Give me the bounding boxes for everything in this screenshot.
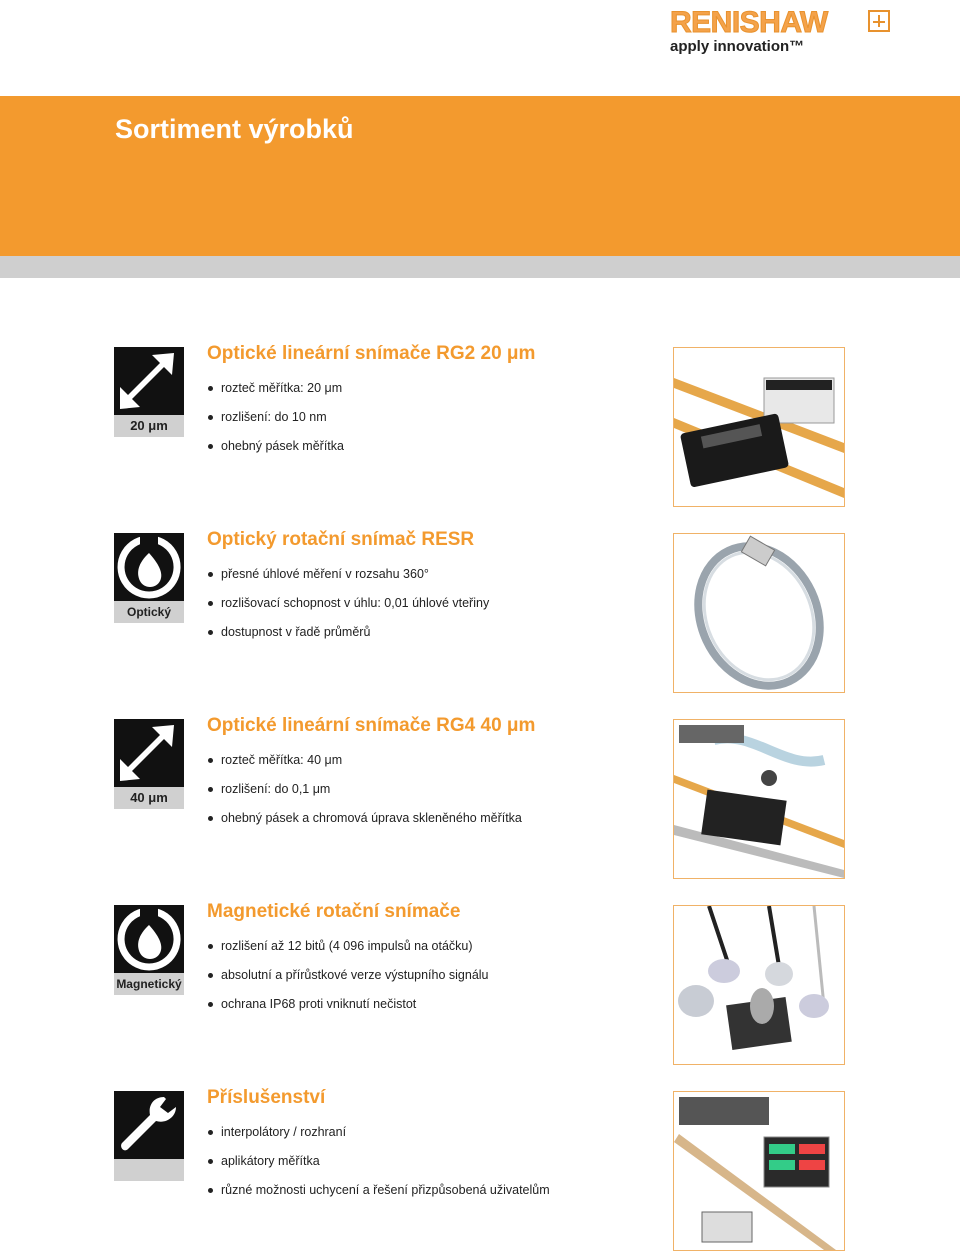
list-item: přesné úhlové měření v rozsahu 360°	[207, 567, 489, 596]
product-photo	[673, 347, 845, 507]
section-rg4	[0, 715, 960, 879]
section-magnetic	[0, 901, 960, 1065]
list-item: ohebný pásek měřítka	[207, 439, 344, 468]
list-item: ohebný pásek a chromová úprava skleněného měřítka	[207, 811, 522, 840]
feature-list	[207, 939, 489, 1026]
renishaw-logo	[670, 6, 890, 58]
logo-tagline: apply innovation™	[670, 38, 805, 55]
list-item: aplikátory měřítka	[207, 1154, 550, 1183]
list-item: interpolátory / rozhraní	[207, 1125, 550, 1154]
section-title: Optické lineární snímače RG4 40 μm	[207, 715, 536, 736]
wrench-icon	[114, 1091, 184, 1159]
category-badge	[114, 533, 184, 623]
logo-wordmark: RENISHAW	[670, 6, 828, 39]
list-item: rozlišení až 12 bitů (4 096 impulsů na otáčku)	[207, 939, 489, 968]
badge-label	[114, 1159, 184, 1181]
feature-list	[207, 567, 489, 654]
category-badge	[114, 905, 184, 995]
section-title: Optický rotační snímač RESR	[207, 529, 475, 550]
category-badge	[114, 719, 184, 809]
list-item: rozteč měřítka: 20 μm	[207, 381, 344, 410]
category-badge	[114, 347, 184, 437]
badge-label: Optický	[114, 601, 184, 623]
section-resr	[0, 529, 960, 693]
list-item: různé možnosti uchycení a řešení přizpůsobená uživatelům	[207, 1183, 550, 1212]
title-banner	[0, 96, 960, 256]
feature-list	[207, 1125, 550, 1212]
list-item: rozlišovací schopnost v úhlu: 0,01 úhlové vteřiny	[207, 596, 489, 625]
rotary-icon	[114, 905, 184, 973]
badge-label: 20 μm	[114, 415, 184, 437]
list-item: absolutní a přírůstkové verze výstupního signálu	[207, 968, 489, 997]
diagonal-arrow-icon	[114, 347, 184, 415]
product-photo	[673, 533, 845, 693]
grey-divider-band	[0, 256, 960, 278]
rotary-icon	[114, 533, 184, 601]
list-item: ochrana IP68 proti vniknutí nečistot	[207, 997, 489, 1026]
list-item: rozlišení: do 0,1 μm	[207, 782, 522, 811]
list-item: rozteč měřítka: 40 μm	[207, 753, 522, 782]
feature-list	[207, 381, 344, 468]
product-photo	[673, 1091, 845, 1251]
page-title: Sortiment výrobků	[115, 114, 354, 144]
section-accessories	[0, 1087, 960, 1251]
feature-list	[207, 753, 522, 840]
badge-label: 40 μm	[114, 787, 184, 809]
product-photo	[673, 905, 845, 1065]
logo-emblem-icon	[868, 10, 890, 32]
badge-label: Magnetický	[114, 973, 184, 995]
section-title: Optické lineární snímače RG2 20 μm	[207, 343, 536, 364]
page-header	[0, 0, 960, 96]
category-badge	[114, 1091, 184, 1181]
diagonal-arrow-icon	[114, 719, 184, 787]
product-photo	[673, 719, 845, 879]
section-rg2	[0, 343, 960, 507]
section-title: Příslušenství	[207, 1087, 326, 1108]
section-title: Magnetické rotační snímače	[207, 901, 461, 922]
list-item: dostupnost v řadě průměrů	[207, 625, 489, 654]
list-item: rozlišení: do 10 nm	[207, 410, 344, 439]
